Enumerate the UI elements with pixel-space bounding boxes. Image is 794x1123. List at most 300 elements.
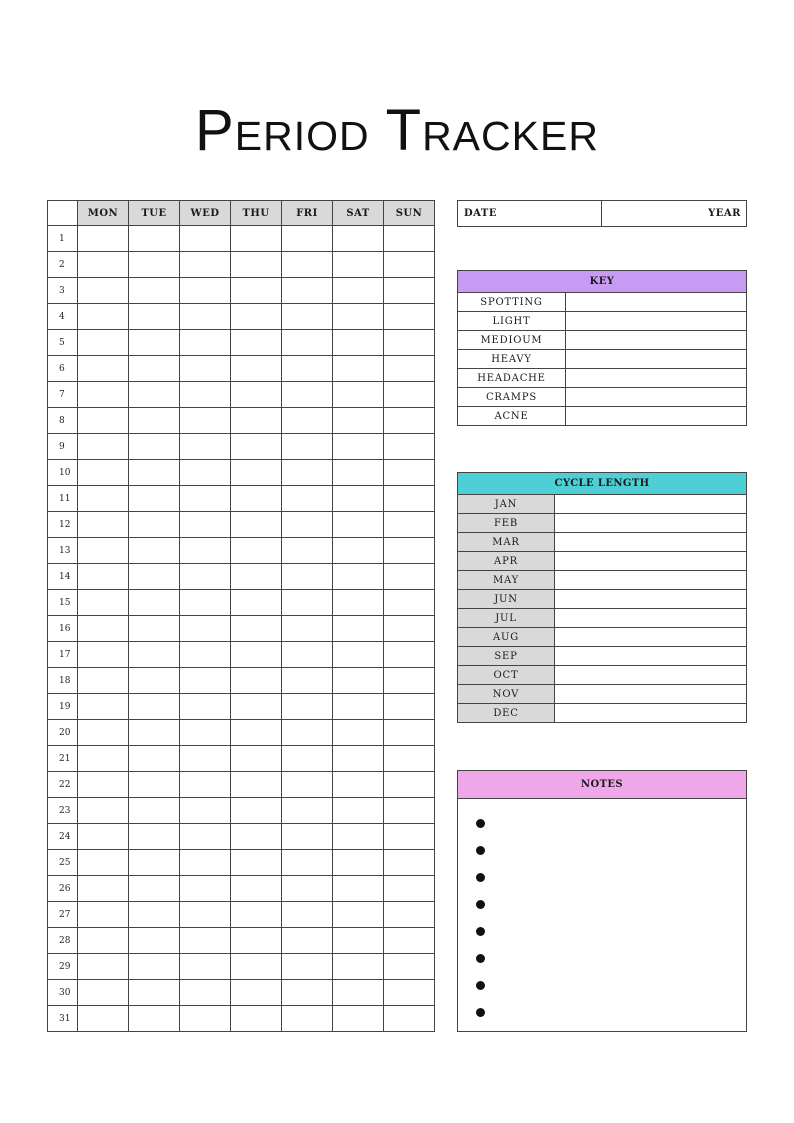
tracker-cell[interactable]: [384, 980, 435, 1006]
tracker-cell[interactable]: [129, 980, 180, 1006]
tracker-cell[interactable]: [129, 382, 180, 408]
grid-row: [48, 356, 435, 382]
tracker-cell[interactable]: [333, 486, 384, 512]
tracker-cell[interactable]: [231, 954, 282, 980]
tracker-cell[interactable]: [78, 382, 129, 408]
tracker-cell[interactable]: [384, 408, 435, 434]
tracker-cell[interactable]: [78, 642, 129, 668]
day-number: 10: [48, 460, 78, 486]
tracker-cell[interactable]: [231, 538, 282, 564]
tracker-cell[interactable]: [129, 902, 180, 928]
tracker-cell[interactable]: [78, 798, 129, 824]
month-label: NOV: [458, 685, 555, 704]
grid-header-row: [48, 201, 435, 226]
tracker-cell[interactable]: [384, 824, 435, 850]
tracker-cell[interactable]: [333, 668, 384, 694]
grid-row: [48, 252, 435, 278]
tracker-cell[interactable]: [384, 1006, 435, 1032]
tracker-cell[interactable]: [78, 538, 129, 564]
day-number: 11: [48, 486, 78, 512]
tracker-cell[interactable]: [129, 512, 180, 538]
tracker-cell[interactable]: [78, 876, 129, 902]
day-number: 7: [48, 382, 78, 408]
tracker-cell[interactable]: [129, 642, 180, 668]
day-number: 13: [48, 538, 78, 564]
tracker-cell[interactable]: [384, 928, 435, 954]
note-line[interactable]: [476, 810, 746, 837]
cycle-length-cell[interactable]: [555, 514, 747, 533]
day-number: 21: [48, 746, 78, 772]
tracker-cell[interactable]: [333, 772, 384, 798]
day-header-sat: SAT: [333, 201, 384, 226]
tracker-cell[interactable]: [333, 382, 384, 408]
tracker-cell[interactable]: [282, 278, 333, 304]
cycle-row: [458, 647, 747, 666]
tracker-cell[interactable]: [78, 980, 129, 1006]
cycle-row: [458, 533, 747, 552]
tracker-cell[interactable]: [180, 720, 231, 746]
tracker-cell[interactable]: [129, 928, 180, 954]
cycle-length-cell[interactable]: [555, 571, 747, 590]
tracker-cell[interactable]: [78, 512, 129, 538]
date-field[interactable]: [458, 201, 602, 226]
tracker-cell[interactable]: [282, 798, 333, 824]
tracker-cell[interactable]: [180, 278, 231, 304]
grid-row: [48, 980, 435, 1006]
tracker-cell[interactable]: [282, 330, 333, 356]
grid-row: [48, 278, 435, 304]
tracker-cell[interactable]: [129, 304, 180, 330]
tracker-cell[interactable]: [129, 226, 180, 252]
tracker-cell[interactable]: [384, 850, 435, 876]
tracker-cell[interactable]: [78, 928, 129, 954]
tracker-cell[interactable]: [180, 668, 231, 694]
key-label: HEADACHE: [458, 369, 566, 388]
cycle-length-header: CYCLE LENGTH: [458, 473, 747, 495]
tracker-cell[interactable]: [333, 538, 384, 564]
tracker-cell[interactable]: [384, 252, 435, 278]
tracker-cell[interactable]: [78, 1006, 129, 1032]
tracker-cell[interactable]: [231, 720, 282, 746]
tracker-cell[interactable]: [333, 720, 384, 746]
tracker-cell[interactable]: [282, 954, 333, 980]
tracker-cell[interactable]: [333, 850, 384, 876]
tracker-cell[interactable]: [231, 928, 282, 954]
date-label: DATE: [464, 208, 497, 219]
tracker-cell[interactable]: [129, 564, 180, 590]
tracker-cell[interactable]: [78, 278, 129, 304]
tracker-cell[interactable]: [129, 590, 180, 616]
tracker-cell[interactable]: [231, 850, 282, 876]
tracker-cell[interactable]: [231, 694, 282, 720]
cycle-length-cell[interactable]: [555, 704, 747, 723]
key-value-cell[interactable]: [566, 293, 747, 312]
day-number: 17: [48, 642, 78, 668]
tracker-cell[interactable]: [282, 356, 333, 382]
tracker-cell[interactable]: [180, 382, 231, 408]
tracker-cell[interactable]: [180, 408, 231, 434]
cycle-length-cell[interactable]: [555, 685, 747, 704]
tracker-cell[interactable]: [129, 408, 180, 434]
tracker-cell[interactable]: [180, 928, 231, 954]
tracker-cell[interactable]: [282, 902, 333, 928]
tracker-cell[interactable]: [231, 226, 282, 252]
key-value-cell[interactable]: [566, 369, 747, 388]
tracker-cell[interactable]: [129, 356, 180, 382]
tracker-cell[interactable]: [282, 512, 333, 538]
tracker-cell[interactable]: [129, 486, 180, 512]
tracker-cell[interactable]: [78, 330, 129, 356]
tracker-cell[interactable]: [129, 616, 180, 642]
tracker-cell[interactable]: [282, 590, 333, 616]
day-number: 12: [48, 512, 78, 538]
tracker-cell[interactable]: [78, 746, 129, 772]
tracker-cell[interactable]: [78, 408, 129, 434]
tracker-cell[interactable]: [282, 772, 333, 798]
tracker-cell[interactable]: [180, 434, 231, 460]
tracker-cell[interactable]: [333, 928, 384, 954]
tracker-cell[interactable]: [78, 486, 129, 512]
day-number: 25: [48, 850, 78, 876]
tracker-cell[interactable]: [231, 460, 282, 486]
tracker-cell[interactable]: [282, 928, 333, 954]
tracker-cell[interactable]: [384, 590, 435, 616]
tracker-cell[interactable]: [231, 798, 282, 824]
tracker-cell[interactable]: [78, 356, 129, 382]
tracker-cell[interactable]: [384, 954, 435, 980]
tracker-cell[interactable]: [384, 876, 435, 902]
tracker-cell[interactable]: [333, 590, 384, 616]
tracker-cell[interactable]: [231, 876, 282, 902]
tracker-cell[interactable]: [231, 590, 282, 616]
tracker-cell[interactable]: [282, 382, 333, 408]
tracker-cell[interactable]: [231, 746, 282, 772]
tracker-cell[interactable]: [129, 746, 180, 772]
tracker-cell[interactable]: [384, 486, 435, 512]
tracker-cell[interactable]: [333, 798, 384, 824]
key-value-cell[interactable]: [566, 388, 747, 407]
cycle-length-table: [457, 472, 747, 723]
tracker-cell[interactable]: [333, 902, 384, 928]
tracker-cell[interactable]: [78, 824, 129, 850]
tracker-cell[interactable]: [180, 798, 231, 824]
page-title: Period Tracker: [195, 98, 599, 163]
tracker-cell[interactable]: [384, 642, 435, 668]
tracker-cell[interactable]: [231, 668, 282, 694]
tracker-cell[interactable]: [180, 876, 231, 902]
tracker-cell[interactable]: [384, 798, 435, 824]
grid-row: [48, 902, 435, 928]
tracker-cell[interactable]: [282, 694, 333, 720]
tracker-cell[interactable]: [333, 616, 384, 642]
tracker-cell[interactable]: [333, 278, 384, 304]
month-label: JUN: [458, 590, 555, 609]
tracker-cell[interactable]: [180, 824, 231, 850]
tracker-cell[interactable]: [333, 408, 384, 434]
tracker-cell[interactable]: [384, 746, 435, 772]
tracker-cell[interactable]: [282, 668, 333, 694]
tracker-cell[interactable]: [231, 902, 282, 928]
tracker-cell[interactable]: [180, 1006, 231, 1032]
tracker-cell[interactable]: [129, 850, 180, 876]
tracker-cell[interactable]: [282, 1006, 333, 1032]
day-number: 23: [48, 798, 78, 824]
key-row: [458, 350, 747, 369]
tracker-cell[interactable]: [129, 772, 180, 798]
cycle-length-cell[interactable]: [555, 628, 747, 647]
grid-row: [48, 226, 435, 252]
note-line[interactable]: [476, 972, 746, 999]
cycle-length-cell[interactable]: [555, 647, 747, 666]
tracker-cell[interactable]: [282, 642, 333, 668]
tracker-cell[interactable]: [333, 356, 384, 382]
tracker-cell[interactable]: [129, 330, 180, 356]
tracker-cell[interactable]: [384, 278, 435, 304]
tracker-cell[interactable]: [384, 330, 435, 356]
tracker-cell[interactable]: [384, 356, 435, 382]
key-value-cell[interactable]: [566, 312, 747, 331]
tracker-cell[interactable]: [384, 538, 435, 564]
day-header-wed: WED: [180, 201, 231, 226]
tracker-cell[interactable]: [180, 746, 231, 772]
key-value-cell[interactable]: [566, 331, 747, 350]
tracker-cell[interactable]: [282, 980, 333, 1006]
tracker-cell[interactable]: [282, 824, 333, 850]
tracker-cell[interactable]: [384, 460, 435, 486]
key-value-cell[interactable]: [566, 350, 747, 369]
grid-row: [48, 746, 435, 772]
tracker-cell[interactable]: [333, 876, 384, 902]
tracker-cell[interactable]: [282, 616, 333, 642]
day-number: 29: [48, 954, 78, 980]
tracker-cell[interactable]: [129, 876, 180, 902]
tracker-cell[interactable]: [333, 512, 384, 538]
tracker-cell[interactable]: [282, 538, 333, 564]
tracker-cell[interactable]: [231, 330, 282, 356]
day-number: 14: [48, 564, 78, 590]
grid-row: [48, 330, 435, 356]
tracker-cell[interactable]: [333, 746, 384, 772]
day-number: 4: [48, 304, 78, 330]
tracker-cell[interactable]: [333, 252, 384, 278]
day-number: 19: [48, 694, 78, 720]
tracker-cell[interactable]: [129, 1006, 180, 1032]
tracker-cell[interactable]: [231, 512, 282, 538]
tracker-cell[interactable]: [384, 668, 435, 694]
tracker-cell[interactable]: [282, 486, 333, 512]
year-field[interactable]: [602, 201, 746, 226]
tracker-cell[interactable]: [180, 772, 231, 798]
tracker-cell[interactable]: [333, 1006, 384, 1032]
tracker-cell[interactable]: [180, 486, 231, 512]
tracker-cell[interactable]: [78, 902, 129, 928]
tracker-cell[interactable]: [333, 642, 384, 668]
tracker-cell[interactable]: [180, 642, 231, 668]
tracker-cell[interactable]: [180, 850, 231, 876]
tracker-cell[interactable]: [384, 304, 435, 330]
tracker-cell[interactable]: [129, 278, 180, 304]
tracker-cell[interactable]: [282, 746, 333, 772]
tracker-cell[interactable]: [282, 304, 333, 330]
tracker-cell[interactable]: [333, 460, 384, 486]
cycle-length-cell[interactable]: [555, 495, 747, 514]
tracker-cell[interactable]: [78, 694, 129, 720]
month-label: JAN: [458, 495, 555, 514]
tracker-cell[interactable]: [78, 850, 129, 876]
tracker-cell[interactable]: [282, 460, 333, 486]
tracker-cell[interactable]: [78, 226, 129, 252]
key-label: MEDIOUM: [458, 331, 566, 350]
tracker-cell[interactable]: [231, 980, 282, 1006]
tracker-cell[interactable]: [231, 772, 282, 798]
cycle-length-cell[interactable]: [555, 533, 747, 552]
cycle-length-cell[interactable]: [555, 666, 747, 685]
tracker-cell[interactable]: [129, 668, 180, 694]
tracker-cell[interactable]: [333, 954, 384, 980]
tracker-cell[interactable]: [129, 434, 180, 460]
tracker-cell[interactable]: [333, 824, 384, 850]
tracker-cell[interactable]: [78, 434, 129, 460]
tracker-cell[interactable]: [78, 252, 129, 278]
tracker-cell[interactable]: [180, 460, 231, 486]
day-number: 28: [48, 928, 78, 954]
day-number: 3: [48, 278, 78, 304]
tracker-cell[interactable]: [129, 798, 180, 824]
note-line[interactable]: [476, 918, 746, 945]
tracker-cell[interactable]: [129, 954, 180, 980]
tracker-cell[interactable]: [282, 408, 333, 434]
grid-corner-cell: [48, 201, 78, 226]
cycle-length-cell[interactable]: [555, 590, 747, 609]
tracker-cell[interactable]: [231, 408, 282, 434]
cycle-length-cell[interactable]: [555, 552, 747, 571]
tracker-cell[interactable]: [231, 642, 282, 668]
tracker-cell[interactable]: [384, 616, 435, 642]
tracker-cell[interactable]: [180, 226, 231, 252]
tracker-cell[interactable]: [180, 512, 231, 538]
tracker-cell[interactable]: [78, 564, 129, 590]
bullet-icon: [476, 846, 485, 855]
tracker-cell[interactable]: [231, 564, 282, 590]
month-label: DEC: [458, 704, 555, 723]
tracker-cell[interactable]: [231, 356, 282, 382]
day-header-fri: FRI: [282, 201, 333, 226]
tracker-cell[interactable]: [282, 720, 333, 746]
tracker-cell[interactable]: [384, 512, 435, 538]
tracker-cell[interactable]: [333, 564, 384, 590]
tracker-cell[interactable]: [282, 850, 333, 876]
tracker-cell[interactable]: [78, 720, 129, 746]
tracker-cell[interactable]: [231, 278, 282, 304]
tracker-cell[interactable]: [384, 226, 435, 252]
tracker-cell[interactable]: [180, 902, 231, 928]
day-number: 8: [48, 408, 78, 434]
tracker-cell[interactable]: [129, 720, 180, 746]
bullet-icon: [476, 981, 485, 990]
note-line[interactable]: [476, 864, 746, 891]
tracker-cell[interactable]: [180, 304, 231, 330]
tracker-cell[interactable]: [333, 226, 384, 252]
tracker-cell[interactable]: [78, 616, 129, 642]
day-number: 30: [48, 980, 78, 1006]
day-number: 15: [48, 590, 78, 616]
tracker-cell[interactable]: [180, 564, 231, 590]
month-label: APR: [458, 552, 555, 571]
tracker-cell[interactable]: [333, 980, 384, 1006]
key-label: SPOTTING: [458, 293, 566, 312]
tracker-cell[interactable]: [180, 954, 231, 980]
tracker-cell[interactable]: [384, 720, 435, 746]
tracker-cell[interactable]: [231, 304, 282, 330]
tracker-cell[interactable]: [129, 460, 180, 486]
tracker-cell[interactable]: [384, 694, 435, 720]
tracker-cell[interactable]: [180, 538, 231, 564]
tracker-cell[interactable]: [180, 330, 231, 356]
tracker-cell[interactable]: [78, 460, 129, 486]
tracker-cell[interactable]: [180, 252, 231, 278]
tracker-cell[interactable]: [129, 824, 180, 850]
note-line[interactable]: [476, 837, 746, 864]
tracker-cell[interactable]: [333, 304, 384, 330]
tracker-cell[interactable]: [384, 902, 435, 928]
tracker-cell[interactable]: [78, 772, 129, 798]
tracker-cell[interactable]: [129, 538, 180, 564]
tracker-cell[interactable]: [231, 1006, 282, 1032]
tracker-cell[interactable]: [231, 486, 282, 512]
cycle-length-cell[interactable]: [555, 609, 747, 628]
tracker-cell[interactable]: [231, 616, 282, 642]
tracker-cell[interactable]: [384, 382, 435, 408]
tracker-cell[interactable]: [231, 382, 282, 408]
tracker-cell[interactable]: [231, 824, 282, 850]
tracker-cell[interactable]: [384, 564, 435, 590]
tracker-cell[interactable]: [333, 434, 384, 460]
tracker-cell[interactable]: [282, 564, 333, 590]
tracker-cell[interactable]: [282, 876, 333, 902]
tracker-cell[interactable]: [78, 304, 129, 330]
tracker-cell[interactable]: [282, 434, 333, 460]
tracker-cell[interactable]: [180, 616, 231, 642]
day-number: 27: [48, 902, 78, 928]
tracker-cell[interactable]: [282, 226, 333, 252]
tracker-cell[interactable]: [384, 434, 435, 460]
grid-row: [48, 876, 435, 902]
tracker-cell[interactable]: [180, 980, 231, 1006]
bullet-icon: [476, 873, 485, 882]
grid-row: [48, 512, 435, 538]
tracker-cell[interactable]: [78, 668, 129, 694]
tracker-cell[interactable]: [78, 590, 129, 616]
tracker-cell[interactable]: [129, 252, 180, 278]
tracker-cell[interactable]: [282, 252, 333, 278]
tracker-cell[interactable]: [180, 590, 231, 616]
tracker-cell[interactable]: [333, 330, 384, 356]
note-line[interactable]: [476, 945, 746, 972]
tracker-cell[interactable]: [231, 252, 282, 278]
day-number: 1: [48, 226, 78, 252]
note-line[interactable]: [476, 891, 746, 918]
tracker-cell[interactable]: [231, 434, 282, 460]
tracker-cell[interactable]: [384, 772, 435, 798]
tracker-cell[interactable]: [180, 356, 231, 382]
tracker-cell[interactable]: [78, 954, 129, 980]
tracker-cell[interactable]: [129, 694, 180, 720]
note-line[interactable]: [476, 999, 746, 1026]
tracker-cell[interactable]: [333, 694, 384, 720]
key-value-cell[interactable]: [566, 407, 747, 426]
cycle-row: [458, 609, 747, 628]
tracker-cell[interactable]: [180, 694, 231, 720]
